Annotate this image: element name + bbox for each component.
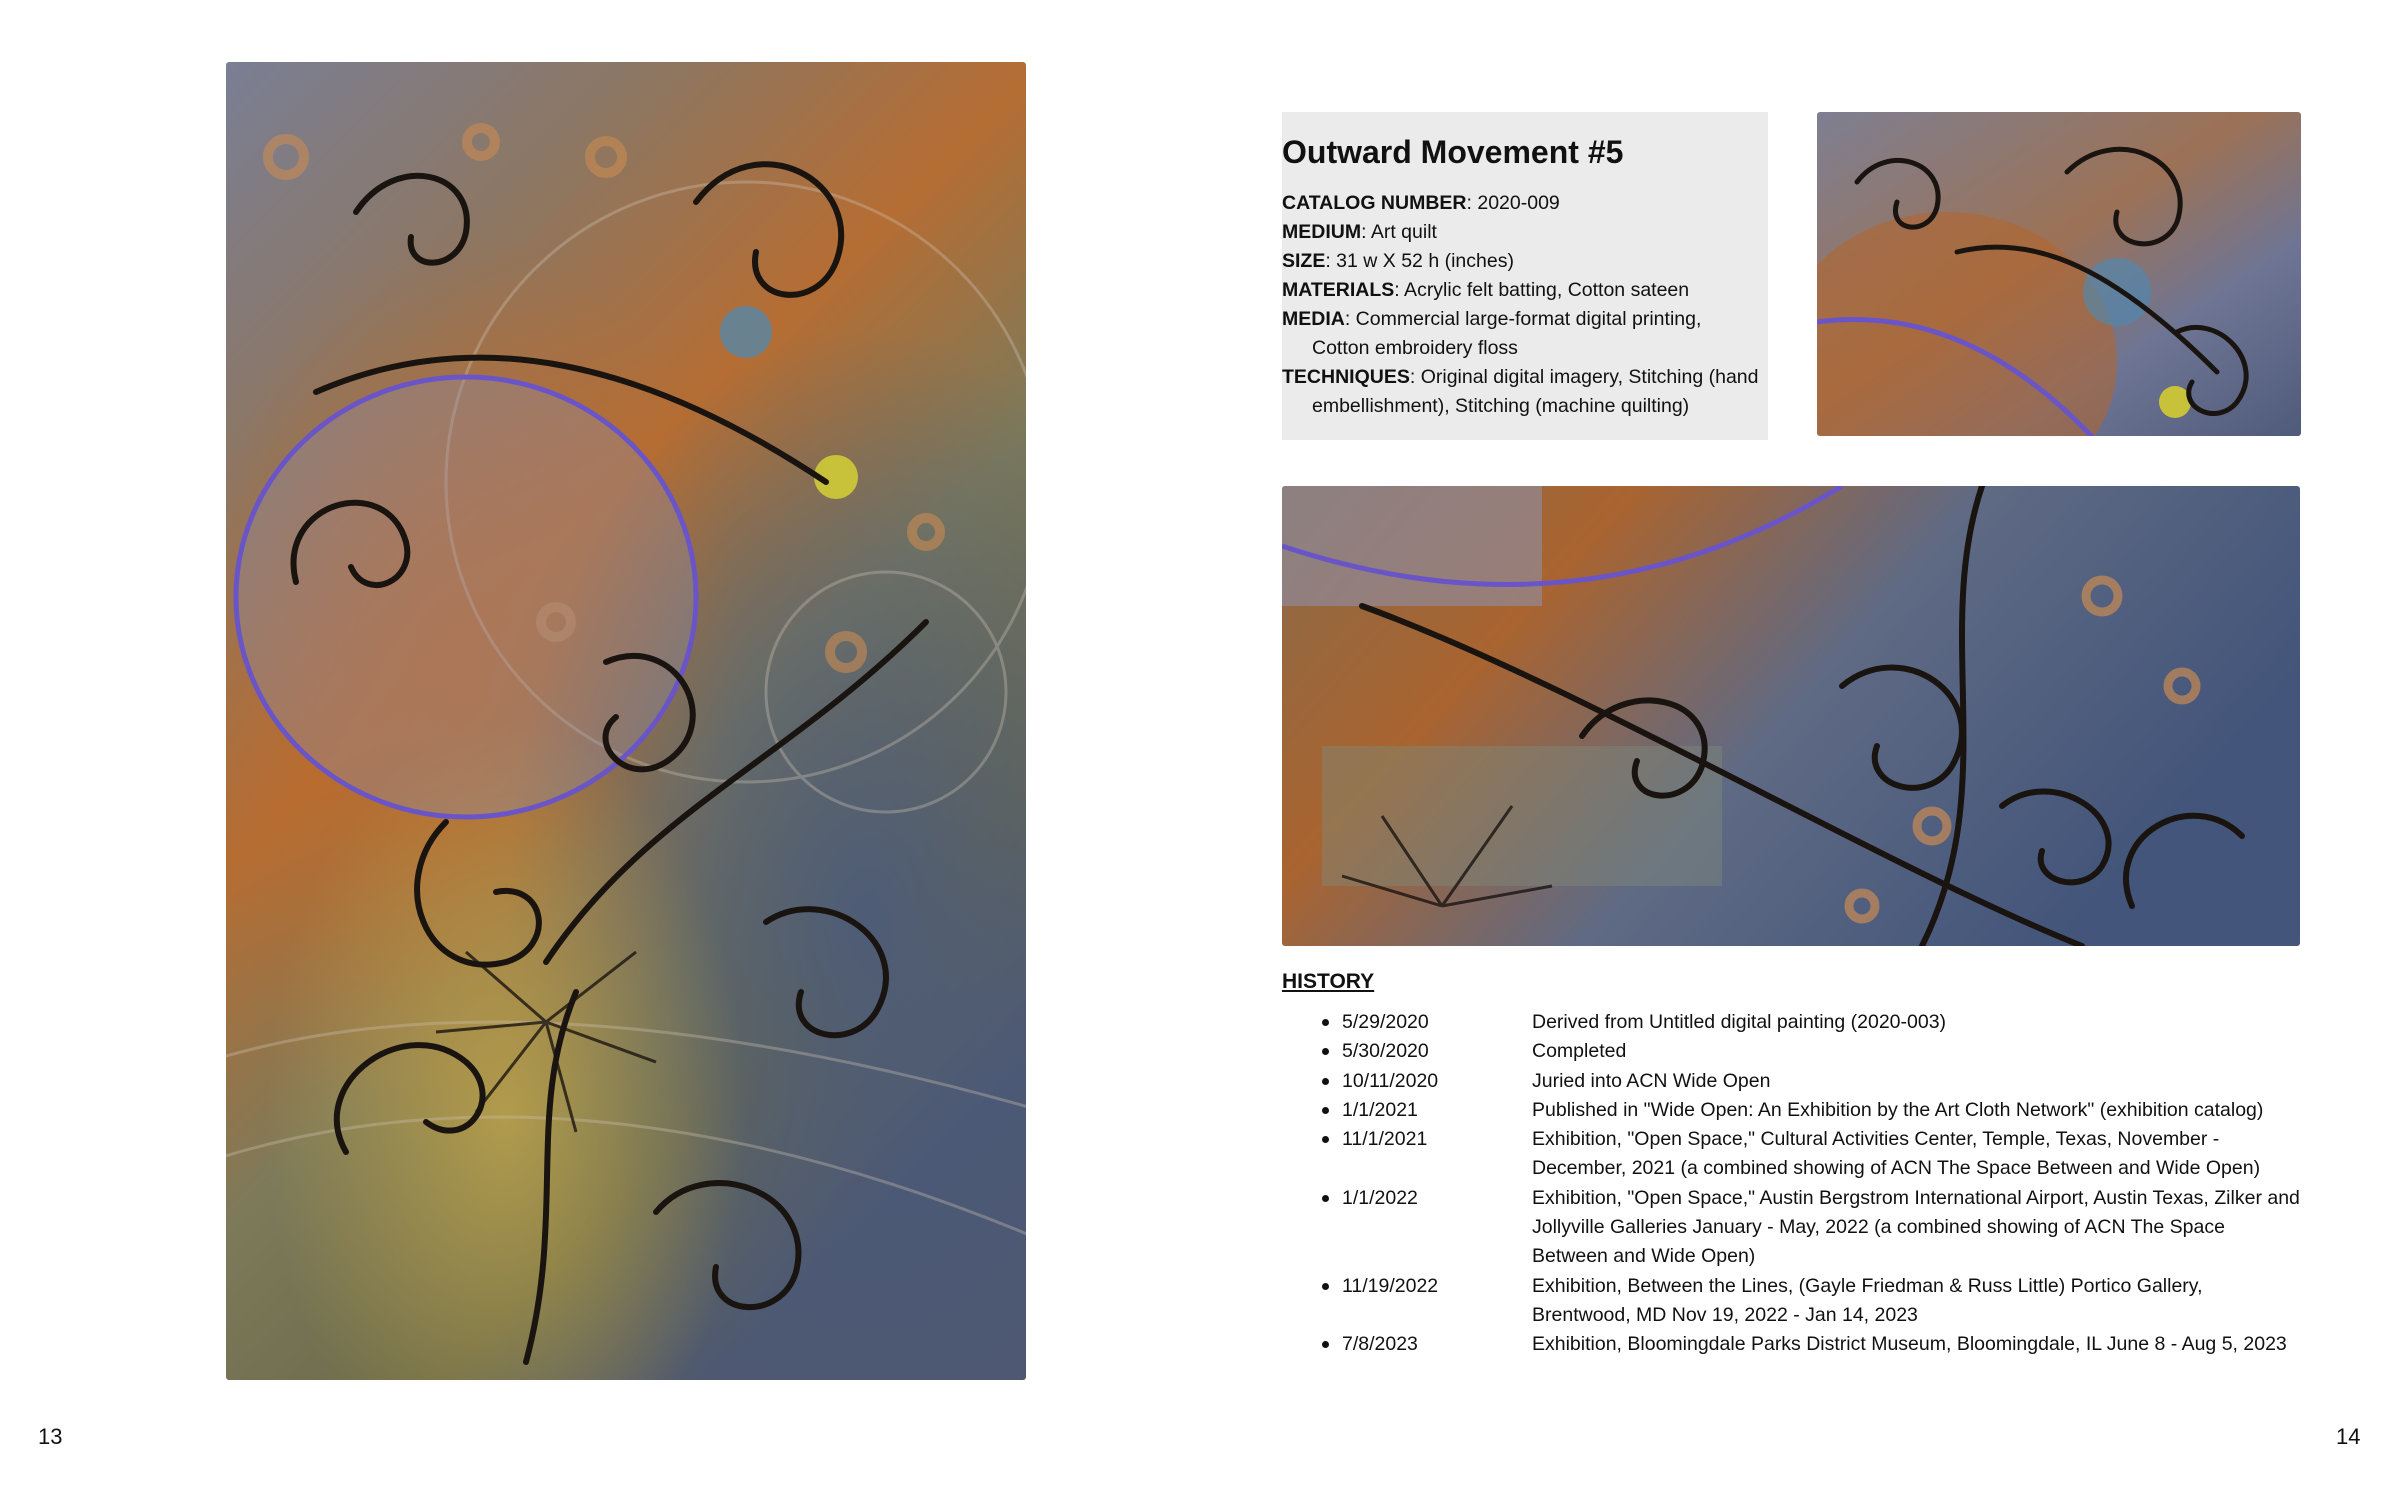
artwork-full-image: [226, 62, 1026, 1380]
history-item: [1282, 1272, 2302, 1331]
history-description: Exhibition, Bloomingdale Parks District Museum, Bloomingdale, IL June 8 - Aug 5, 2023: [1532, 1333, 2287, 1356]
artwork-wide-detail-image: [1282, 486, 2300, 946]
spec-media: [1282, 305, 1768, 363]
history-item: [1282, 1037, 2302, 1066]
history-description: Published in "Wide Open: An Exhibition by the Art Cloth Network" (exhibition catalog): [1532, 1098, 2264, 1121]
history-date: 7/8/2023: [1342, 1333, 1418, 1356]
history-description: Exhibition, "Open Space," Cultural Activities Center, Temple, Texas, November - December, 2021 (a combined showing of ACN The Space Between and Wide Open): [1532, 1128, 2261, 1180]
page-number-left: 13: [38, 1424, 63, 1449]
history-item: [1282, 1008, 2302, 1037]
artwork-title: Outward Movement #5: [1282, 134, 1624, 170]
artwork-info-box: [1282, 112, 1768, 440]
history-date: 1/1/2021: [1342, 1098, 1418, 1121]
spec-label: CATALOG NUMBER: [1282, 192, 1467, 214]
history-date: 11/1/2021: [1342, 1128, 1428, 1151]
spec-medium: [1282, 218, 1768, 247]
history-description: Exhibition, "Open Space," Austin Bergstrom International Airport, Austin Texas, Zilker and Jollyville Galleries January - May, 2022 (a combined showing of ACN The Space Between and Wide Open): [1532, 1186, 2300, 1268]
history-item: [1282, 1096, 2302, 1125]
spec-label: MEDIUM: [1282, 221, 1362, 243]
history-date: 10/11/2020: [1342, 1069, 1439, 1092]
spec-size: [1282, 247, 1768, 276]
history-description: Juried into ACN Wide Open: [1532, 1069, 1771, 1092]
spec-label: TECHNIQUES: [1282, 366, 1410, 388]
spec-techniques: [1282, 363, 1768, 421]
history-date: 1/1/2022: [1342, 1186, 1418, 1209]
spec-label: SIZE: [1282, 250, 1326, 272]
history-item: [1282, 1184, 2302, 1272]
spec-catalog-number: [1282, 189, 1768, 218]
spec-value: : Acrylic felt batting, Cotton sateen: [1394, 279, 1690, 301]
spec-label: MEDIA: [1282, 308, 1345, 330]
spec-value: : 31 w X 52 h (inches): [1325, 250, 1514, 272]
spec-value-continued: embellishment), Stitching (machine quilting): [1312, 395, 1690, 417]
history-date: 5/29/2020: [1342, 1011, 1429, 1033]
page-number-right: 14: [2336, 1424, 2361, 1449]
spec-value: : Commercial large-format digital printing,: [1344, 308, 1702, 330]
history-date: 5/30/2020: [1342, 1040, 1429, 1063]
history-list: [1282, 1008, 2302, 1360]
spec-value: : Original digital imagery, Stitching (hand: [1409, 366, 1759, 388]
spec-value-continued: Cotton embroidery floss: [1312, 337, 1518, 359]
artwork-detail-image: [1817, 112, 2301, 436]
history-description: Derived from Untitled digital painting (2020-003): [1532, 1011, 1947, 1033]
history-item: [1282, 1330, 2302, 1359]
spec-label: MATERIALS: [1282, 279, 1395, 301]
spec-materials: [1282, 276, 1768, 305]
history-description: Completed: [1532, 1040, 1627, 1063]
history-item: [1282, 1067, 2302, 1096]
history-item: [1282, 1125, 2302, 1184]
history-description: Exhibition, Between the Lines, (Gayle Friedman & Russ Little) Portico Gallery, Brentwood, MD Nov 19, 2022 - Jan 14, 2023: [1532, 1274, 2203, 1326]
history-heading: HISTORY: [1282, 970, 1375, 993]
history-date: 11/19/2022: [1342, 1274, 1439, 1297]
spec-value: : Art quilt: [1361, 221, 1437, 243]
spec-value: : 2020-009: [1466, 192, 1560, 214]
